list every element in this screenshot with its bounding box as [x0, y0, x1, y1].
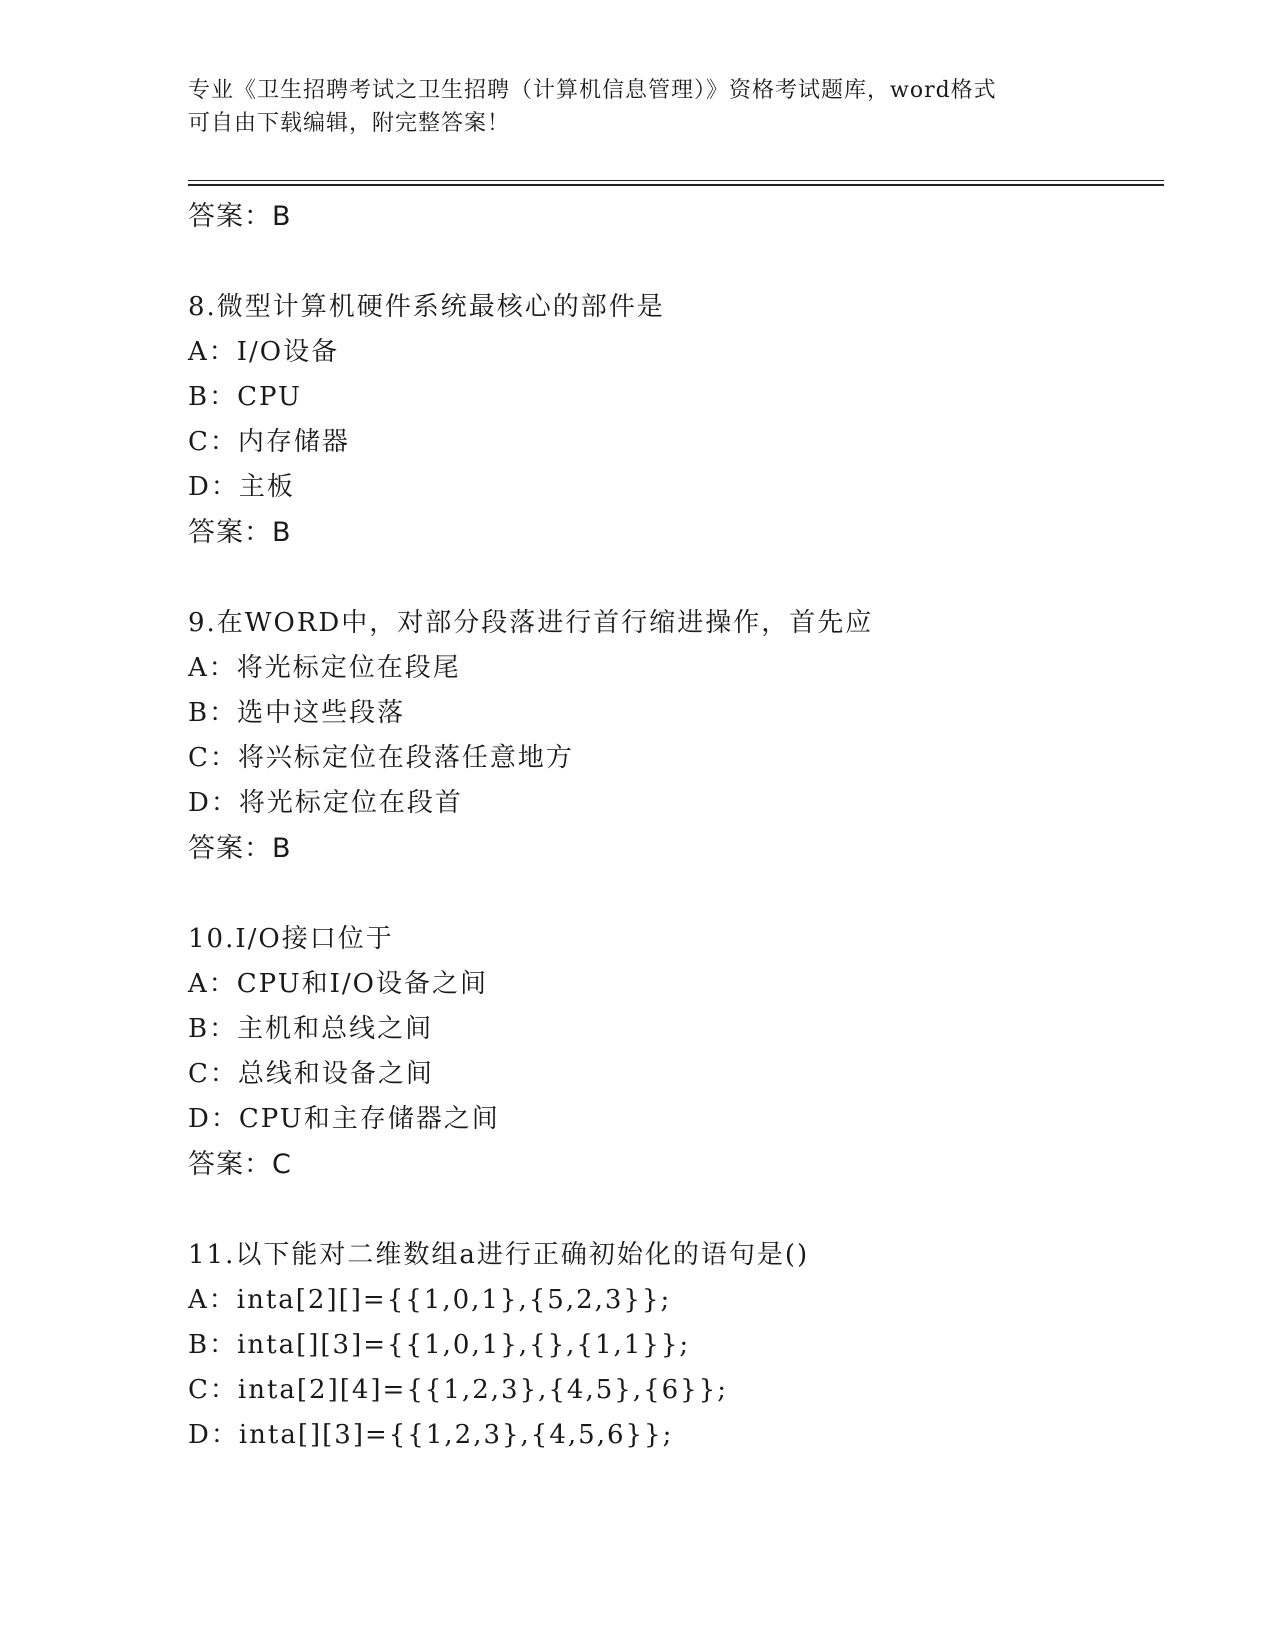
option-d: D：CPU和主存储器之间 [188, 1104, 500, 1134]
option-d: D：将光标定位在段首 [188, 788, 463, 818]
option-c: C：inta[2][4]={{1,2,3},{4,5},{6}}; [188, 1375, 729, 1405]
option-c: C：总线和设备之间 [188, 1059, 434, 1089]
option-a: A：CPU和I/O设备之间 [188, 969, 488, 999]
option-b: B：主机和总线之间 [188, 1014, 434, 1044]
header-divider-thin [188, 180, 1164, 181]
question-stem: 11.以下能对二维数组a进行正确初始化的语句是() [188, 1240, 810, 1270]
option-d: D：inta[][3]={{1,2,3},{4,5,6}}; [188, 1420, 674, 1450]
question-list [188, 194, 1168, 1458]
header-line-2: 可自由下载编辑，附完整答案！ [188, 111, 511, 136]
option-a: A：inta[2][]={{1,0,1},{5,2,3}}; [188, 1285, 672, 1315]
option-b: B：inta[][3]={{1,0,1},{},{1,1}}; [188, 1330, 691, 1360]
answer-line: 答案：C [188, 1149, 292, 1180]
option-b: B：选中这些段落 [188, 698, 406, 728]
question-block [188, 601, 1168, 871]
question-block [188, 285, 1168, 555]
answer-line: 答案：B [188, 517, 292, 548]
header-line-1: 专业《卫生招聘考试之卫生招聘（计算机信息管理）》资格考试题库，word格式 [188, 78, 997, 103]
option-c: C：内存储器 [188, 427, 350, 457]
option-a: A：I/O设备 [188, 337, 340, 367]
spacer [188, 555, 1168, 601]
question-block [188, 1233, 1168, 1458]
option-b: B：CPU [188, 382, 302, 412]
option-c: C：将兴标定位在段落任意地方 [188, 743, 574, 773]
question-stem: 9.在WORD中，对部分段落进行首行缩进操作，首先应 [188, 608, 874, 638]
option-d: D：主板 [188, 472, 295, 502]
question-block [188, 917, 1168, 1187]
document-header [188, 74, 1088, 140]
spacer [188, 871, 1168, 917]
header-divider-thick [188, 184, 1164, 186]
answer-line: 答案：B [188, 201, 292, 232]
spacer [188, 1187, 1168, 1233]
question-stem: 10.I/O接口位于 [188, 924, 394, 954]
spacer [188, 239, 1168, 285]
option-a: A：将光标定位在段尾 [188, 653, 461, 683]
question-stem: 8.微型计算机硬件系统最核心的部件是 [188, 292, 665, 322]
answer-line: 答案：B [188, 833, 292, 864]
